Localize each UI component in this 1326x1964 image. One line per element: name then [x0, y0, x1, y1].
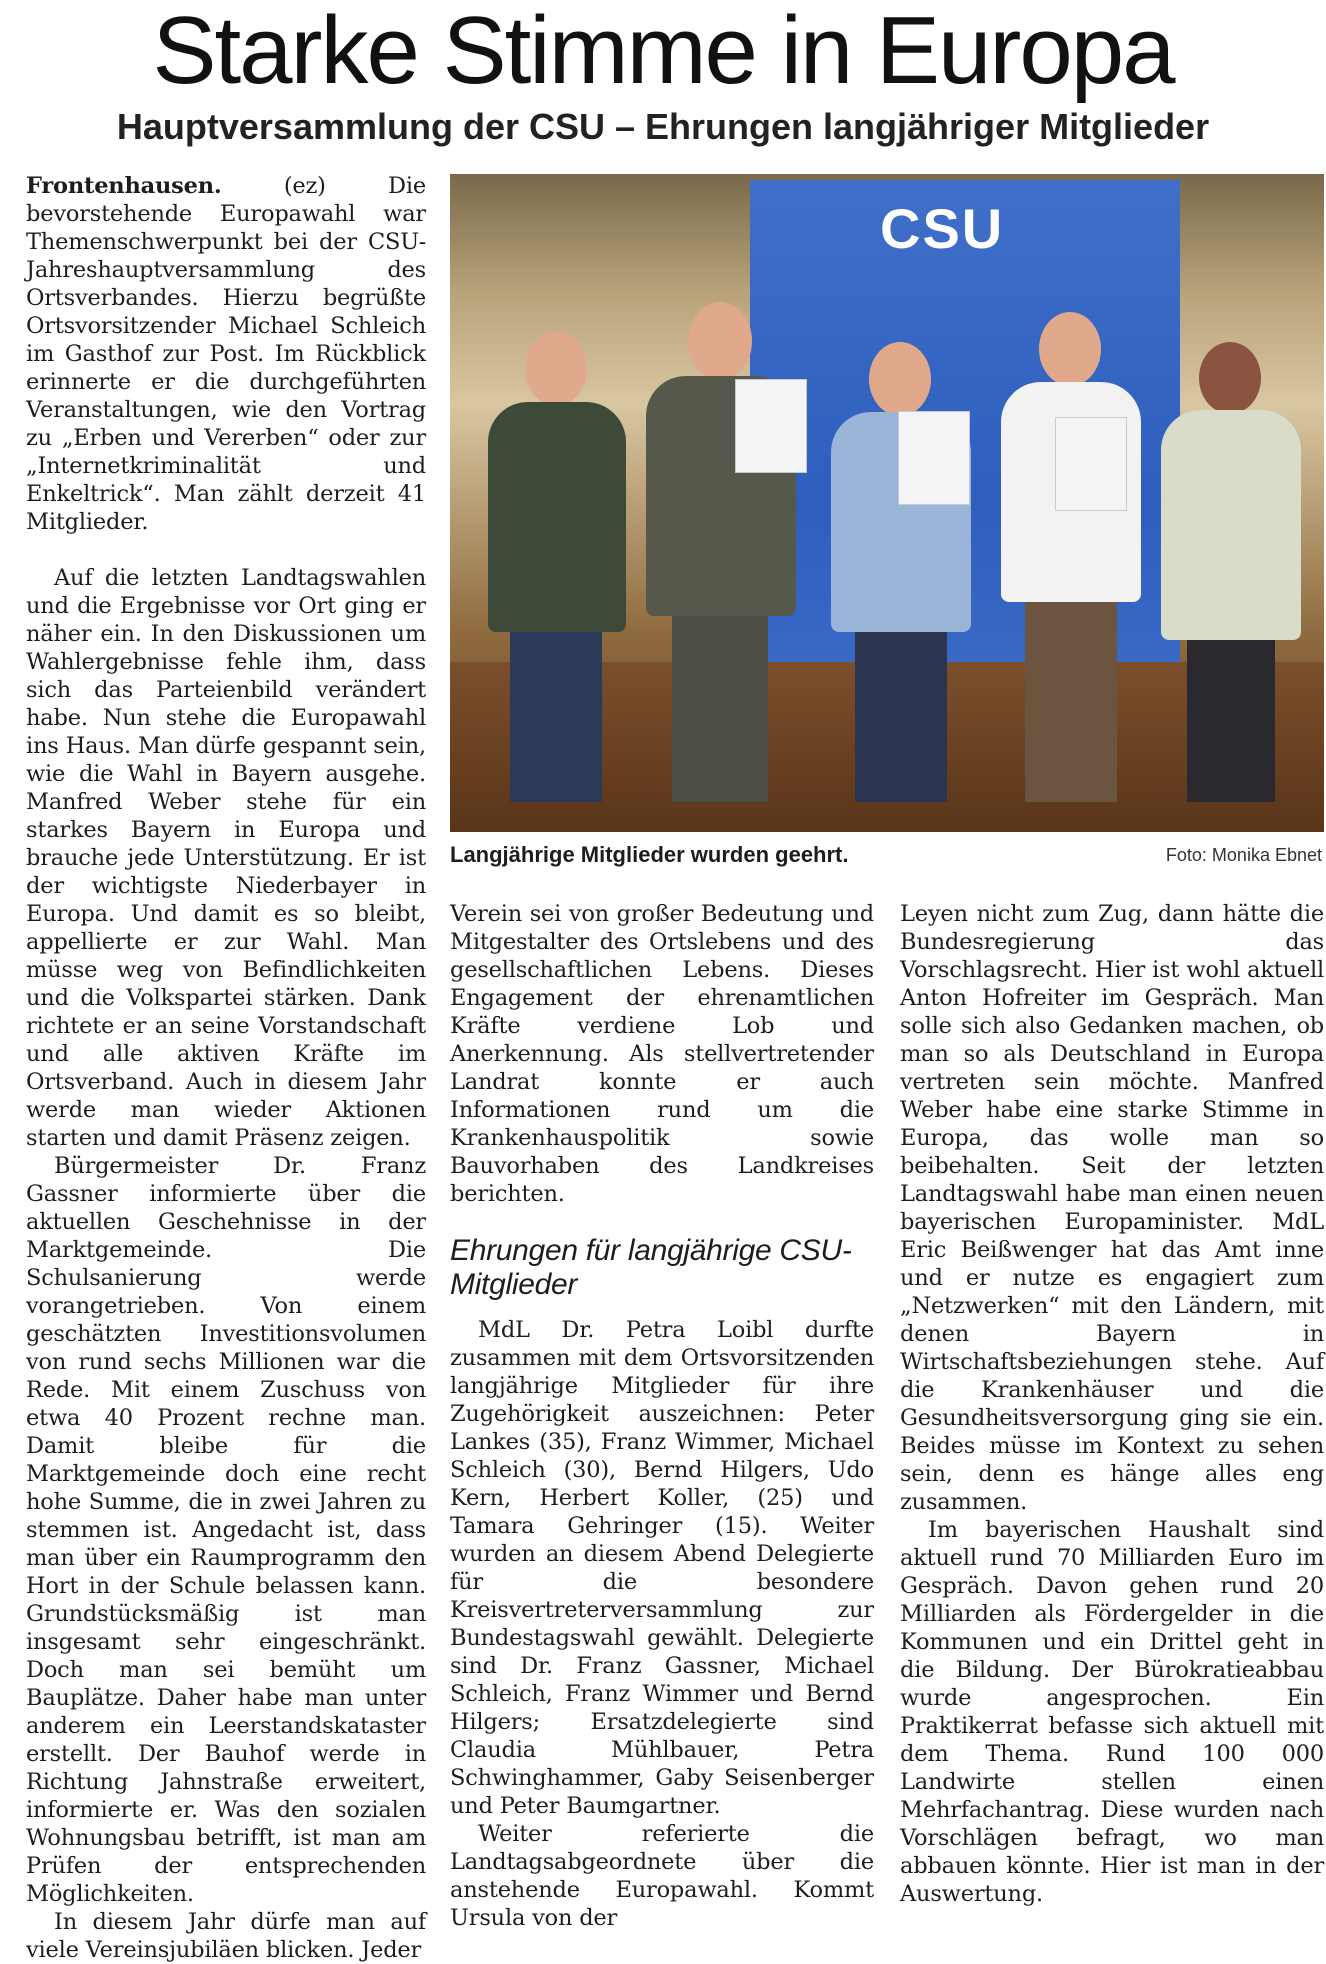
article-column-2 [450, 900, 874, 1932]
person-5 [1155, 342, 1305, 802]
body-paragraph: In diesem Jahr dürfe man auf viele Vereinsjubiläen blicken. Jeder [26, 1909, 426, 1963]
photo-caption: Langjährige Mitglieder wurden geehrt. [450, 842, 849, 867]
lead-text: (ez) Die bevorstehende Europawahl war Themenschwerpunkt bei der CSU-Jahreshauptversammlung des Ortsverbandes. Hierzu begrüßte Ortsvorsitzender Michael Schleich im Gasthof zur Post. Im Rückblick erinnerte er die durchgeführten Veranstaltungen, wie den Vortrag zu „Erben und Vererben“ oder zur „Internetkriminalität und Enkeltrick“. Man zählt derzeit 41 Mitglieder. [26, 173, 426, 535]
article-column-1 [26, 172, 426, 1964]
body-paragraph: Verein sei von großer Bedeutung und Mitgestalter des Ortslebens und des gesellschaftlichen Lebens. Dieses Engagement der ehrenamtlichen Kräfte verdiene Lob und Anerkennung. Als stellvertretender Landrat konnte er auch Informationen rund um die Krankenhauspolitik sowie Bauvorhaben des Landkreises berichten. [450, 901, 874, 1207]
body-paragraph: Im bayerischen Haushalt sind aktuell rund 70 Milliarden Euro im Gespräch. Davon gehen rund 20 Milliarden als Fördergelder in die Kommunen und ein Drittel geht in die Bildung. Der Bürokratieabbau wurde angesprochen. Ein Praktikerrat befasse sich aktuell mit dem Thema. Rund 100 000 Landwirte stellen einen Mehrfachantrag. Diese wurden nach Vorschlägen befragt, wo man abbauen könnte. Hier ist man in der Auswertung. [900, 1517, 1324, 1907]
body-paragraph: Bürgermeister Dr. Franz Gassner informierte über die aktuellen Geschehnisse in der Marktgemeinde. Die Schulsanierung werde vorangetrieben. Von einem geschätzten Investitionsvolumen von rund sechs Millionen war die Rede. Mit einem Zuschuss von etwa 40 Prozent rechne man. Damit bleibe für die Marktgemeinde doch eine recht hohe Summe, die in zwei Jahren zu stemmen ist. Angedacht ist, dass man über ein Raumprogramm den Hort in der Schule belassen kann. Grundstücksmäßig ist man insgesamt sehr eingeschränkt. Doch man sei bemüht um Bauplätze. Daher habe man unter anderem ein Leerstandskataster erstellt. Der Bauhof werde in Richtung Jahnstraße erweitert, informierte er. Was den sozialen Wohnungsbau betrifft, ist man am Prüfen der entsprechenden Möglichkeiten. [26, 1153, 426, 1907]
body-paragraph: Auf die letzten Landtagswahlen und die Ergebnisse vor Ort ging er näher ein. In den Diskussionen um Wahlergebnisse fehle ihm, dass sich das Parteienbild verändert habe. Nun stehe die Europawahl ins Haus. Man dürfe gespannt sein, wie die Wahl in Bayern ausgehe. Manfred Weber stehe für ein starkes Bayern in Europa und brauche jede Unterstützung. Er ist der wichtigste Niederbayer in Europa. Und damit es so bleibt, appellierte er zur Wahl. Man müsse weg von Befindlichkeiten und die Volkspartei stärken. Dank richtete er an seine Vorstandschaft und alle aktiven Kräfte im Ortsverband. Auch in diesem Jahr werde man wieder Aktionen starten und damit Präsenz zeigen. [26, 565, 426, 1151]
dateline: Frontenhausen. [26, 173, 222, 199]
person-1 [480, 332, 630, 802]
csu-banner-logo: CSU [880, 197, 1005, 260]
subheadline: Hauptversammlung der CSU – Ehrungen langjähriger Mitglieder [116, 106, 1210, 147]
photo-credit: Foto: Monika Ebnet [1165, 845, 1322, 865]
person-2 [640, 302, 800, 802]
article-column-3 [900, 900, 1324, 1908]
certificate [1055, 417, 1127, 511]
body-paragraph: MdL Dr. Petra Loibl durfte zusammen mit dem Ortsvorsitzenden langjährige Mitglieder für ihre Zugehörigkeit auszeichnen: Peter Lankes (35), Franz Wimmer, Michael Schleich (30), Bernd Hilgers, Udo Kern, Herbert Koller, (25) und Tamara Gehringer (15). Weiter wurden an diesem Abend Delegierte für die besondere Kreisvertreterversammlung zur Bundestagswahl gewählt. Delegierte sind Dr. Franz Gassner, Michael Schleich, Franz Wimmer und Bernd Hilgers; Ersatzdelegierte sind Claudia Mühlbauer, Petra Schwinghammer, Gaby Seisenberger und Peter Baumgartner. [450, 1317, 874, 1819]
lead-paragraph [26, 172, 426, 536]
headline: Starke Stimme in Europa [152, 0, 1174, 104]
body-paragraph: Weiter referierte die Landtagsabgeordnete über die anstehende Europawahl. Kommt Ursula von der [450, 1821, 874, 1931]
certificate [898, 411, 970, 505]
person-4 [995, 312, 1145, 802]
group-photo [450, 174, 1324, 832]
body-paragraph: Leyen nicht zum Zug, dann hätte die Bundesregierung das Vorschlagsrecht. Hier ist wohl aktuell Anton Hofreiter im Gespräch. Man solle sich also Gedanken machen, ob man so als Deutschland in Europa vertreten sein möchte. Manfred Weber habe eine starke Stimme in Europa, das wolle man so beibehalten. Seit der letzten Landtagswahl habe man einen neuen bayerischen Europaminister. MdL Eric Beißwenger hat das Amt inne und er nutze es engagiert zum „Netzwerken“ mit den Ländern, mit denen Bayern in Wirtschaftsbeziehungen stehe. Auf die Krankenhäuser und die Gesundheitsversorgung ging sie ein. Beides müsse im Kontext zu sehen sein, denn es hänge alles eng zusammen. [900, 901, 1324, 1515]
certificate [735, 379, 807, 473]
section-subheading: Ehrungen für langjährige CSU-Mitglieder [450, 1234, 852, 1301]
